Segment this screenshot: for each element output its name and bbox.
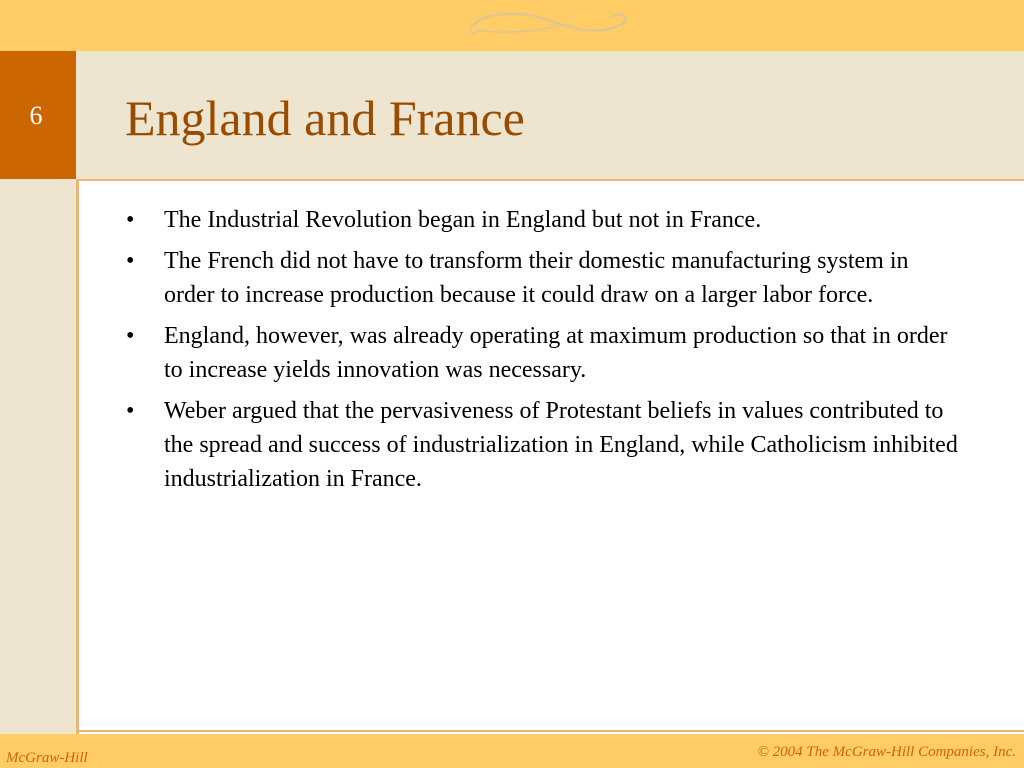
publisher-label: McGraw-Hill <box>6 750 88 766</box>
top-band <box>0 0 1024 51</box>
bullet-mark: • <box>126 207 135 233</box>
bullet-mark: • <box>126 398 135 424</box>
swirl-ornament-icon <box>462 4 634 40</box>
bullet-text: The Industrial Revolution began in England but not in France. <box>164 207 762 233</box>
footer-divider <box>79 730 1024 732</box>
bullet-text: England, however, was already operating at maximum production so that in order to increase yields innovation was necessary. <box>164 323 948 383</box>
bullet-item <box>125 394 965 496</box>
left-divider <box>76 179 79 734</box>
bullet-item <box>125 244 965 312</box>
slide-title: England and France <box>125 90 525 146</box>
bullet-text: The French did not have to transform their domestic manufacturing system in order to increase production because it could draw on a larger labor force. <box>164 248 909 308</box>
bullet-item <box>125 319 965 387</box>
slide-number: 6 <box>29 101 43 130</box>
bullet-mark: • <box>126 248 135 274</box>
bullet-mark: • <box>126 323 135 349</box>
bullet-text: Weber argued that the pervasiveness of Protestant beliefs in values contributed to the spread and success of industrialization in England, while Catholicism inhibited industrialization in France. <box>164 398 958 492</box>
title-divider <box>76 179 1024 181</box>
bullet-item <box>125 203 965 237</box>
bullet-list <box>125 203 965 503</box>
left-panel <box>0 179 76 734</box>
copyright-notice: © 2004 The McGraw-Hill Companies, Inc. <box>757 744 1016 760</box>
